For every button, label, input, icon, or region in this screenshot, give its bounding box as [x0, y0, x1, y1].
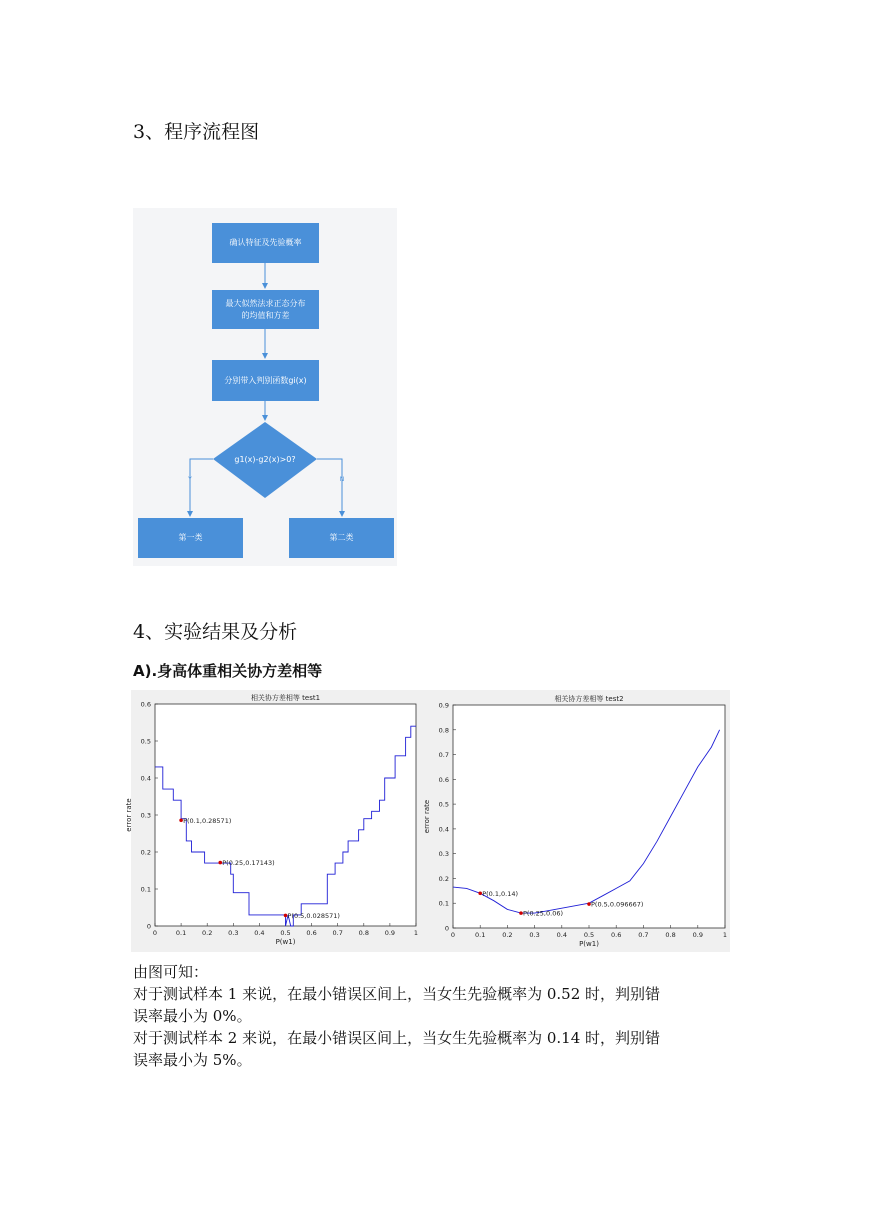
x-tick-label: 0.6: [306, 929, 317, 937]
x-tick-label: 1: [413, 929, 419, 937]
analysis-line-4: 误率最小为 5%。: [133, 1051, 252, 1069]
y-tick-label: 0.4: [140, 774, 151, 783]
arrow-no: [317, 459, 342, 516]
y-axis-label: error rate: [125, 798, 133, 832]
y-tick-label: 0.6: [140, 700, 151, 709]
step-discriminant: 分别带入判别函数gi(x): [212, 360, 319, 401]
chart-title: 相关协方差相等 test1: [250, 694, 321, 702]
step-mle-line2: 的均值和方差: [241, 310, 290, 320]
y-tick-label: 0.1: [140, 885, 151, 894]
x-tick-label: 0.8: [358, 929, 369, 937]
plots-panel: [125, 690, 730, 952]
decision-text: g1(x)-g2(x)>0?: [234, 455, 296, 464]
x-tick-label: 0: [152, 929, 158, 937]
analysis-line-1: 对于测试样本 1 来说，在最小错误区间上，当女生先验概率为 0.52 时，判别错: [133, 985, 661, 1003]
y-tick-label: 0.1: [438, 899, 449, 908]
y-tick-label: 0: [146, 922, 151, 931]
section-3-title: 3、程序流程图: [133, 121, 260, 143]
x-tick-label: 0.2: [502, 931, 513, 939]
x-axis-label: P(w1): [579, 940, 599, 948]
section-4-title: 4、实验结果及分析: [133, 621, 298, 643]
x-tick-label: 0.6: [611, 931, 622, 939]
y-tick-label: 0.6: [438, 775, 449, 784]
analysis-intro: 由图可知：: [133, 963, 209, 981]
point-label: P(0.25,0.06): [523, 909, 564, 918]
x-tick-label: 0.7: [332, 929, 343, 937]
x-tick-label: 0.2: [202, 929, 213, 937]
point-label: P(0.1,0.14): [482, 889, 519, 898]
class-2-box: 第二类: [289, 518, 394, 558]
x-tick-label: 0: [450, 931, 456, 939]
subsection-a-title: A).身高体重相关协方差相等: [133, 662, 323, 680]
analysis-line-2: 误率最小为 0%。: [133, 1007, 252, 1025]
point-label: P(0.25,0.17143): [222, 859, 275, 868]
x-tick-label: 0.1: [175, 929, 187, 937]
yes-label: Y: [188, 476, 192, 483]
analysis: [133, 961, 743, 1071]
point-label: P(0.5,0.028571): [287, 911, 340, 920]
point-label: P(0.5,0.096667): [591, 900, 644, 909]
step-mle: [212, 290, 319, 329]
analysis-line-3: 对于测试样本 2 来说，在最小错误区间上，当女生先验概率为 0.14 时，判别错: [133, 1029, 661, 1047]
step-mle-line1: 最大似然法求正态分布: [225, 298, 306, 308]
chart-test2: [423, 690, 730, 952]
chart-title: 相关协方差相等 test2: [554, 695, 624, 703]
y-tick-label: 0.4: [438, 825, 449, 834]
y-axis-label: error rate: [423, 799, 431, 834]
y-tick-label: 0.8: [438, 726, 449, 735]
x-tick-label: 0.4: [254, 929, 265, 937]
x-tick-label: 0.9: [384, 929, 396, 937]
y-tick-label: 0.5: [140, 737, 151, 746]
class-1-box: 第一类: [138, 518, 243, 558]
x-tick-label: 0.9: [692, 931, 703, 939]
y-tick-label: 0.2: [438, 874, 449, 883]
x-tick-label: 0.5: [583, 931, 595, 939]
x-tick-label: 0.5: [280, 929, 291, 937]
y-tick-label: 0.3: [140, 811, 151, 820]
no-label: N: [339, 476, 345, 483]
x-tick-label: 0.8: [665, 931, 676, 939]
y-tick-label: 0.2: [140, 848, 151, 857]
y-tick-label: 0: [444, 924, 449, 933]
y-tick-label: 0.7: [438, 751, 449, 760]
y-tick-label: 0.9: [438, 701, 449, 710]
y-tick-label: 0.3: [438, 850, 449, 859]
x-tick-label: 0.7: [638, 931, 649, 939]
point-label: P(0.1,0.28571): [183, 816, 232, 825]
x-tick-label: 0.4: [556, 931, 567, 939]
step-confirm-features: 确认特征及先验概率: [212, 223, 319, 263]
chart-test1: [125, 690, 430, 952]
arrow-yes: [190, 459, 213, 516]
y-tick-label: 0.5: [438, 800, 449, 809]
x-axis-label: P(w1): [275, 938, 296, 946]
x-tick-label: 0.1: [475, 931, 486, 939]
x-tick-label: 0.3: [529, 931, 540, 939]
x-tick-label: 1: [722, 931, 728, 939]
plot-area: [155, 704, 416, 926]
flowchart: [133, 208, 397, 566]
x-tick-label: 0.3: [228, 929, 239, 937]
